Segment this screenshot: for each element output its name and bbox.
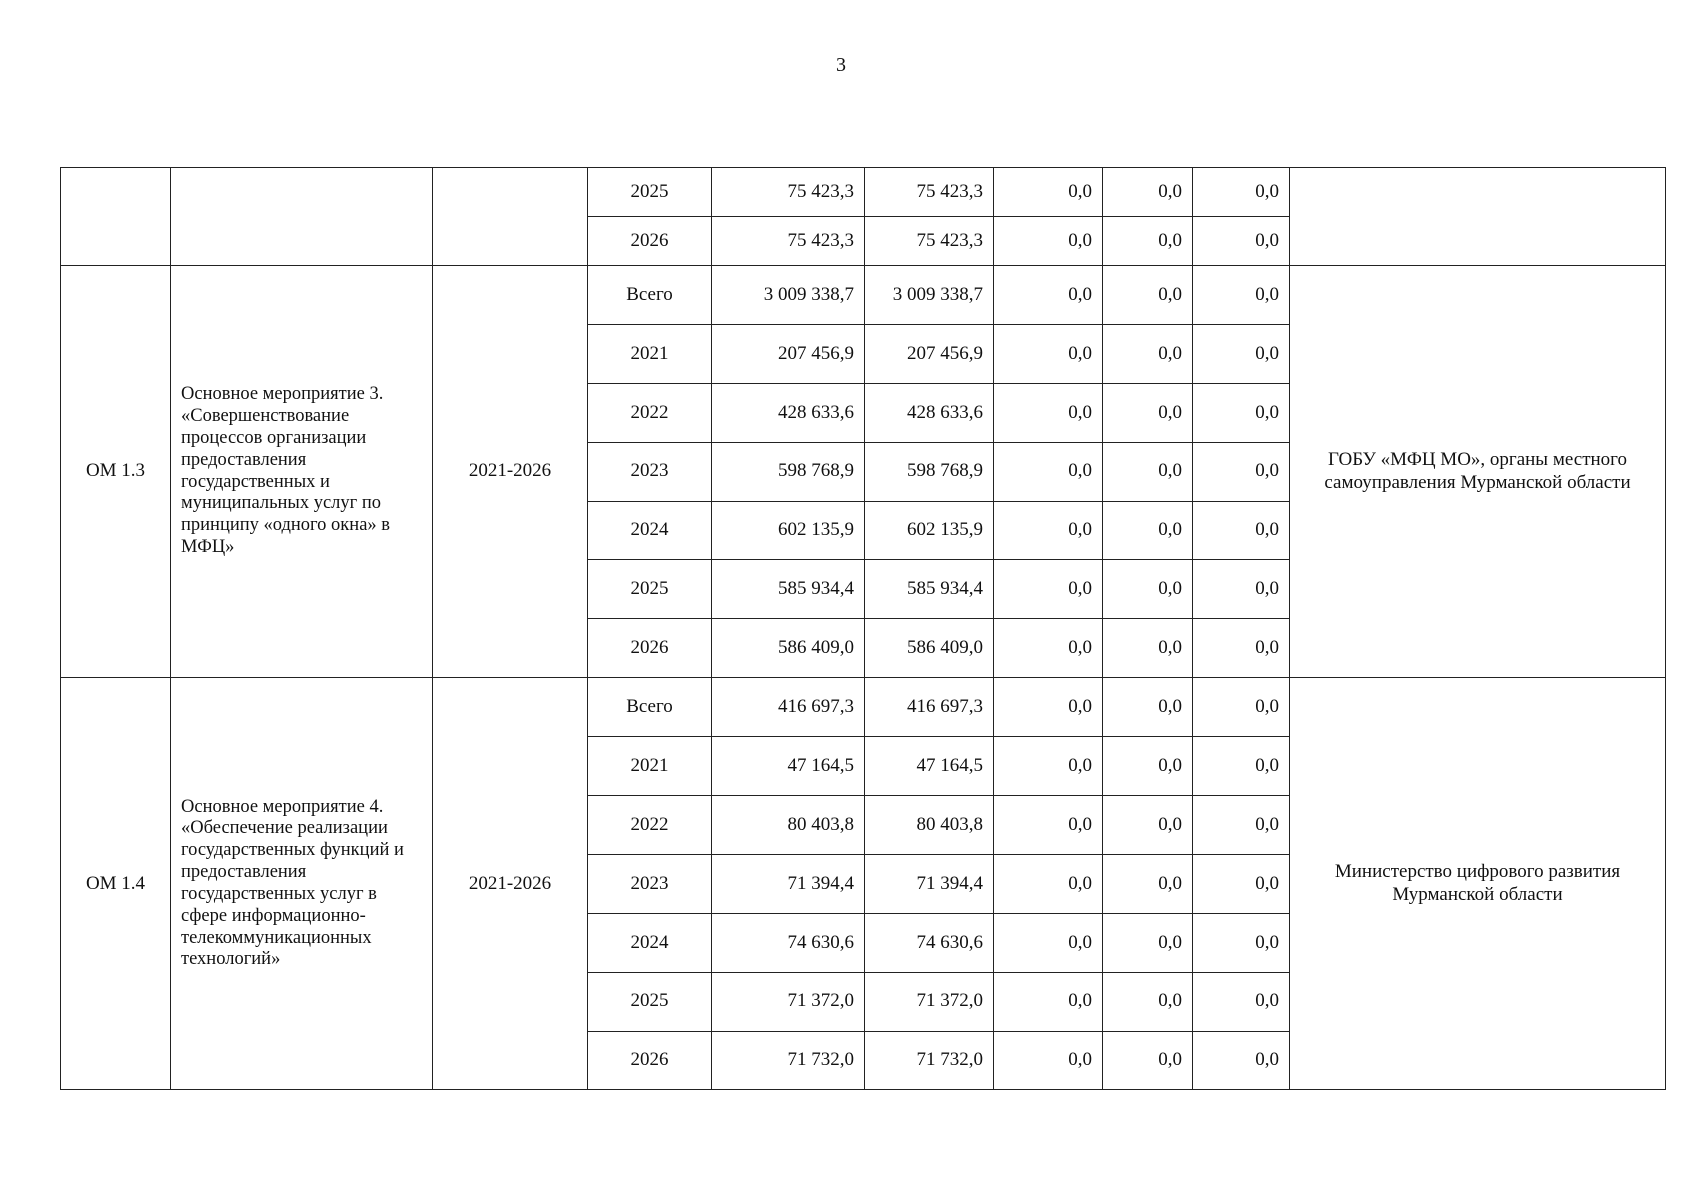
local-budget-cell: 0,0	[1103, 913, 1193, 972]
regional-budget-cell: 75 423,3	[865, 217, 994, 266]
total-cell: 598 768,9	[712, 442, 865, 501]
measure-period-cell: 2021-2026	[433, 266, 588, 678]
other-sources-cell: 0,0	[1193, 217, 1290, 266]
year-cell: 2023	[588, 854, 712, 913]
continued-name-cell	[171, 168, 433, 266]
year-cell: 2024	[588, 913, 712, 972]
local-budget-cell: 0,0	[1103, 972, 1193, 1031]
year-cell: 2021	[588, 737, 712, 796]
year-cell: 2026	[588, 217, 712, 266]
year-cell: 2025	[588, 560, 712, 619]
total-cell: 416 697,3	[712, 678, 865, 737]
table-row	[61, 168, 1666, 217]
other-sources-cell: 0,0	[1193, 324, 1290, 383]
regional-budget-cell: 71 394,4	[865, 854, 994, 913]
page-number: 3	[836, 54, 846, 76]
regional-budget-cell: 47 164,5	[865, 737, 994, 796]
local-budget-cell: 0,0	[1103, 501, 1193, 560]
total-cell: 3 009 338,7	[712, 266, 865, 325]
local-budget-cell: 0,0	[1103, 383, 1193, 442]
regional-budget-cell: 207 456,9	[865, 324, 994, 383]
other-sources-cell: 0,0	[1193, 972, 1290, 1031]
other-sources-cell: 0,0	[1193, 383, 1290, 442]
total-cell: 428 633,6	[712, 383, 865, 442]
other-sources-cell: 0,0	[1193, 678, 1290, 737]
regional-budget-cell: 598 768,9	[865, 442, 994, 501]
continued-code-cell	[61, 168, 171, 266]
regional-budget-cell: 586 409,0	[865, 619, 994, 678]
other-sources-cell: 0,0	[1193, 854, 1290, 913]
federal-budget-cell: 0,0	[994, 678, 1103, 737]
other-sources-cell: 0,0	[1193, 560, 1290, 619]
continued-executor-cell	[1290, 168, 1666, 266]
federal-budget-cell: 0,0	[994, 442, 1103, 501]
federal-budget-cell: 0,0	[994, 913, 1103, 972]
total-cell: 74 630,6	[712, 913, 865, 972]
other-sources-cell: 0,0	[1193, 913, 1290, 972]
total-cell: 47 164,5	[712, 737, 865, 796]
local-budget-cell: 0,0	[1103, 560, 1193, 619]
total-cell: 71 732,0	[712, 1031, 865, 1090]
total-cell: 207 456,9	[712, 324, 865, 383]
total-cell: 75 423,3	[712, 168, 865, 217]
year-cell: 2022	[588, 796, 712, 855]
total-cell: 80 403,8	[712, 796, 865, 855]
regional-budget-cell: 428 633,6	[865, 383, 994, 442]
total-cell: 585 934,4	[712, 560, 865, 619]
local-budget-cell: 0,0	[1103, 1031, 1193, 1090]
continued-period-cell	[433, 168, 588, 266]
other-sources-cell: 0,0	[1193, 501, 1290, 560]
federal-budget-cell: 0,0	[994, 972, 1103, 1031]
federal-budget-cell: 0,0	[994, 737, 1103, 796]
other-sources-cell: 0,0	[1193, 266, 1290, 325]
other-sources-cell: 0,0	[1193, 1031, 1290, 1090]
other-sources-cell: 0,0	[1193, 796, 1290, 855]
local-budget-cell: 0,0	[1103, 324, 1193, 383]
year-cell: 2026	[588, 1031, 712, 1090]
federal-budget-cell: 0,0	[994, 324, 1103, 383]
federal-budget-cell: 0,0	[994, 501, 1103, 560]
federal-budget-cell: 0,0	[994, 1031, 1103, 1090]
year-cell: 2022	[588, 383, 712, 442]
local-budget-cell: 0,0	[1103, 619, 1193, 678]
local-budget-cell: 0,0	[1103, 442, 1193, 501]
measure-code-cell: ОМ 1.3	[61, 266, 171, 678]
year-cell: 2024	[588, 501, 712, 560]
other-sources-cell: 0,0	[1193, 619, 1290, 678]
measure-name-cell: Основное мероприятие 4. «Обеспечение реализации государственных функций и предоставления государственных услуг в сфере информационно-телекоммуникационных технологий»	[171, 678, 433, 1090]
total-cell: 602 135,9	[712, 501, 865, 560]
federal-budget-cell: 0,0	[994, 266, 1103, 325]
total-cell: 71 372,0	[712, 972, 865, 1031]
executor-cell: Министерство цифрового развития Мурманской области	[1290, 678, 1666, 1090]
executor-cell: ГОБУ «МФЦ МО», органы местного самоуправления Мурманской области	[1290, 266, 1666, 678]
local-budget-cell: 0,0	[1103, 737, 1193, 796]
federal-budget-cell: 0,0	[994, 619, 1103, 678]
budget-table	[60, 167, 1666, 1090]
federal-budget-cell: 0,0	[994, 217, 1103, 266]
year-cell: Всего	[588, 266, 712, 325]
year-cell: 2023	[588, 442, 712, 501]
measure-name-cell: Основное мероприятие 3. «Совершенствование процессов организации предоставления государственных и муниципальных услуг по принципу «одного окна» в МФЦ»	[171, 266, 433, 678]
year-cell: 2026	[588, 619, 712, 678]
local-budget-cell: 0,0	[1103, 168, 1193, 217]
total-cell: 586 409,0	[712, 619, 865, 678]
year-cell: 2025	[588, 168, 712, 217]
other-sources-cell: 0,0	[1193, 442, 1290, 501]
regional-budget-cell: 3 009 338,7	[865, 266, 994, 325]
local-budget-cell: 0,0	[1103, 678, 1193, 737]
federal-budget-cell: 0,0	[994, 560, 1103, 619]
regional-budget-cell: 71 372,0	[865, 972, 994, 1031]
other-sources-cell: 0,0	[1193, 737, 1290, 796]
total-cell: 75 423,3	[712, 217, 865, 266]
year-cell: 2021	[588, 324, 712, 383]
year-cell: Всего	[588, 678, 712, 737]
measure-period-cell: 2021-2026	[433, 678, 588, 1090]
other-sources-cell: 0,0	[1193, 168, 1290, 217]
table-row	[61, 266, 1666, 325]
local-budget-cell: 0,0	[1103, 854, 1193, 913]
local-budget-cell: 0,0	[1103, 796, 1193, 855]
regional-budget-cell: 602 135,9	[865, 501, 994, 560]
table-row	[61, 678, 1666, 737]
regional-budget-cell: 416 697,3	[865, 678, 994, 737]
regional-budget-cell: 585 934,4	[865, 560, 994, 619]
local-budget-cell: 0,0	[1103, 217, 1193, 266]
regional-budget-cell: 74 630,6	[865, 913, 994, 972]
federal-budget-cell: 0,0	[994, 383, 1103, 442]
federal-budget-cell: 0,0	[994, 168, 1103, 217]
measure-code-cell: ОМ 1.4	[61, 678, 171, 1090]
year-cell: 2025	[588, 972, 712, 1031]
regional-budget-cell: 75 423,3	[865, 168, 994, 217]
regional-budget-cell: 80 403,8	[865, 796, 994, 855]
federal-budget-cell: 0,0	[994, 796, 1103, 855]
local-budget-cell: 0,0	[1103, 266, 1193, 325]
regional-budget-cell: 71 732,0	[865, 1031, 994, 1090]
federal-budget-cell: 0,0	[994, 854, 1103, 913]
total-cell: 71 394,4	[712, 854, 865, 913]
